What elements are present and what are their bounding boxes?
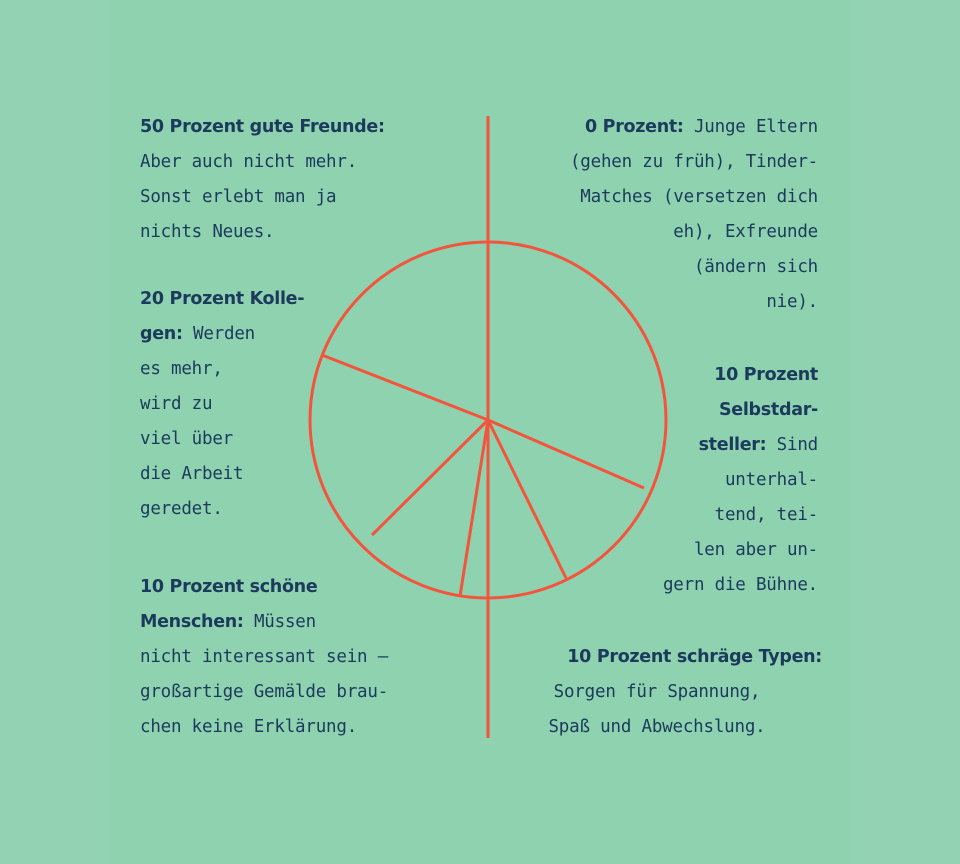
label-schoene-menschen-head-line-2-rest: Müssen [243,612,316,632]
slice-divider-schraege-selbst [488,420,566,578]
label-null-prozent-head: 0 Prozent: [585,117,684,137]
label-selbstdarsteller [618,358,818,603]
label-schoene-menschen [140,570,470,745]
label-schoene-menschen-head-line-2-bold: Menschen: [140,612,244,632]
label-kollegen-head-line-2 [140,317,350,352]
label-gute-freunde-line-1: Aber auch nicht mehr. [140,152,358,172]
label-gute-freunde [140,110,460,250]
label-selbstdarsteller-head-line-2: Selbstdar- [718,400,818,420]
label-selbstdarsteller-line-2: tend, tei- [714,505,818,525]
label-null-prozent-line-4: (ändern sich [693,257,818,277]
label-gute-freunde-line-3: nichts Neues. [140,222,275,242]
label-selbstdarsteller-head-line-3-bold: steller: [698,435,767,455]
label-schoene-menschen-line-2: großartige Gemälde brau- [140,682,389,702]
label-kollegen [140,282,350,527]
label-schraege-typen-head: 10 Prozent schräge Typen: [567,647,822,667]
label-null-prozent-line-3: eh), Exfreunde [673,222,818,242]
label-schraege-typen-line-2: Spaß und Abwechslung. [548,717,766,737]
label-schraege-typen-line-1: Sorgen für Spannung, [553,682,761,702]
label-selbstdarsteller-line-4: gern die Bühne. [662,575,818,595]
label-kollegen-line-1: es mehr, [140,359,223,379]
label-kollegen-head-line-2-rest: Werden [182,324,256,344]
label-schraege-typen [492,640,822,745]
label-selbstdarsteller-line-1: unterhal- [724,470,818,490]
label-gute-freunde-line-2: Sonst erlebt man ja [140,187,337,207]
label-kollegen-line-4: die Arbeit [140,464,244,484]
label-schoene-menschen-line-3: chen keine Erklärung. [140,717,358,737]
label-kollegen-head-line-2-bold: gen: [140,324,183,344]
label-schoene-menschen-line-1: nicht interessant sein – [140,647,389,667]
label-kollegen-line-5: geredet. [140,499,223,519]
label-null-prozent [488,110,818,320]
label-null-prozent-line-1: (gehen zu früh), Tinder- [569,152,818,172]
slice-divider-kollegen-schoene [372,420,488,535]
label-selbstdarsteller-head-line-3-rest: Sind [766,435,818,455]
label-selbstdarsteller-head-line-3 [618,428,818,463]
label-kollegen-line-3: viel über [140,429,234,449]
label-null-prozent-head-rest: Junge Eltern [683,117,818,137]
label-null-prozent-line-5: nie). [766,292,818,312]
label-kollegen-line-2: wird zu [140,394,213,414]
label-gute-freunde-head: 50 Prozent gute Freunde: [140,117,385,137]
label-null-prozent-head-line [488,110,818,145]
label-schoene-menschen-head-line-2 [140,605,470,640]
label-schoene-menschen-head-line-1: 10 Prozent schöne [140,577,318,597]
label-kollegen-head-line-1: 20 Prozent Kolle- [140,289,305,309]
label-null-prozent-line-2: Matches (versetzen dich [580,187,818,207]
label-selbstdarsteller-head-line-1: 10 Prozent [714,365,818,385]
label-selbstdarsteller-line-3: len aber un- [693,540,818,560]
